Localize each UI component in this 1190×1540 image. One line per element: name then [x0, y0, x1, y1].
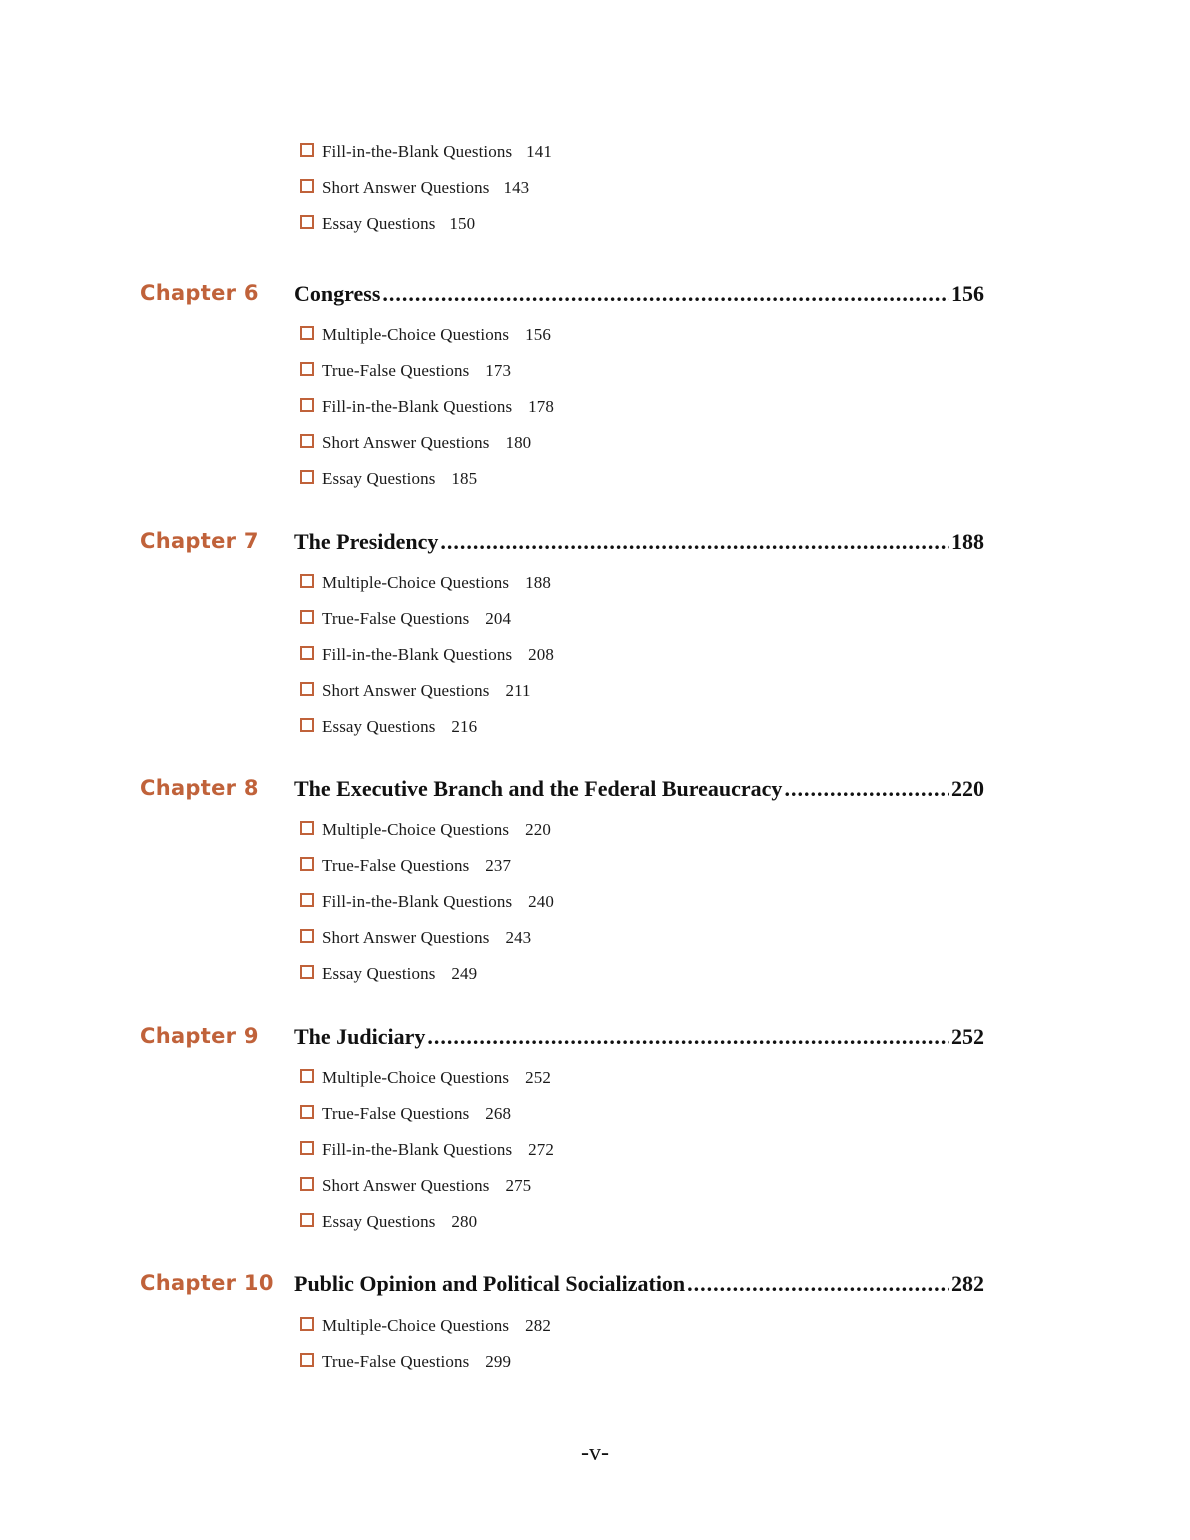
subitem-label: Short Answer Questions: [322, 178, 490, 197]
subitem-label: Multiple-Choice Questions: [322, 820, 510, 839]
toc-subitem[interactable]: [300, 1204, 860, 1240]
chapter-heading-6[interactable]: [0, 281, 1190, 311]
dot-leader: [427, 1024, 949, 1050]
toc-subitem[interactable]: [300, 956, 860, 992]
checkbox-bullet-icon: [300, 179, 314, 193]
subitem-page: 173: [485, 361, 512, 380]
toc-subitem[interactable]: [300, 709, 860, 745]
checkbox-bullet-icon: [300, 1141, 314, 1155]
checkbox-bullet-icon: [300, 143, 314, 157]
checkbox-bullet-icon: [300, 1317, 314, 1331]
subitem-label: Short Answer Questions: [322, 433, 490, 452]
checkbox-bullet-icon: [300, 574, 314, 588]
checkbox-bullet-icon: [300, 857, 314, 871]
chapter-heading-9[interactable]: [0, 1024, 1190, 1054]
checkbox-bullet-icon: [300, 718, 314, 732]
checkbox-bullet-icon: [300, 398, 314, 412]
subitem-page: 150: [449, 214, 476, 233]
chapter-10-items: [300, 1308, 860, 1380]
subitem-label: Short Answer Questions: [322, 1176, 490, 1195]
subitem-page: 204: [485, 609, 512, 628]
chapter-heading-8[interactable]: [0, 776, 1190, 806]
subitem-label: Multiple-Choice Questions: [322, 1316, 510, 1335]
subitem-page: 272: [528, 1140, 554, 1159]
chapter-title: The Executive Branch and the Federal Bureaucracy: [294, 776, 783, 801]
subitem-page: 143: [503, 178, 530, 197]
checkbox-bullet-icon: [300, 470, 314, 484]
chapter-label: Chapter 6: [140, 281, 259, 305]
checkbox-bullet-icon: [300, 326, 314, 340]
subitem-page: 188: [525, 573, 551, 592]
chapter-title-line: [294, 1024, 984, 1050]
subitem-label: True-False Questions: [322, 1104, 470, 1123]
chapter-title: Congress: [294, 281, 381, 306]
checkbox-bullet-icon: [300, 362, 314, 376]
toc-subitem[interactable]: [300, 637, 860, 673]
dot-leader: [784, 776, 949, 802]
toc-subitem[interactable]: [300, 884, 860, 920]
subitem-page: 208: [528, 645, 554, 664]
subitem-page: 141: [526, 142, 552, 161]
checkbox-bullet-icon: [300, 965, 314, 979]
checkbox-bullet-icon: [300, 893, 314, 907]
chapter-title: The Judiciary: [294, 1024, 426, 1049]
checkbox-bullet-icon: [300, 215, 314, 229]
checkbox-bullet-icon: [300, 646, 314, 660]
checkbox-bullet-icon: [300, 1213, 314, 1227]
chapter-title-line: [294, 1271, 984, 1297]
toc-subitem[interactable]: [300, 206, 860, 242]
subitem-label: Fill-in-the-Blank Questions: [322, 1140, 513, 1159]
page-number-footer: -v-: [581, 1440, 609, 1466]
chapter-page-number: 252: [951, 1024, 984, 1049]
toc-subitem[interactable]: [300, 353, 860, 389]
subitem-label: True-False Questions: [322, 361, 470, 380]
toc-subitem[interactable]: [300, 1096, 860, 1132]
subitem-label: True-False Questions: [322, 609, 470, 628]
subitem-page: 237: [485, 856, 512, 875]
subitem-label: Fill-in-the-Blank Questions: [322, 397, 513, 416]
toc-subitem[interactable]: [300, 812, 860, 848]
subitem-label: Essay Questions: [322, 717, 436, 736]
checkbox-bullet-icon: [300, 1069, 314, 1083]
subitem-page: 180: [505, 433, 532, 452]
subitem-label: Multiple-Choice Questions: [322, 1068, 510, 1087]
chapter-title-line: [294, 529, 984, 555]
subitem-label: Short Answer Questions: [322, 928, 490, 947]
checkbox-bullet-icon: [300, 929, 314, 943]
subitem-page: 275: [505, 1176, 532, 1195]
toc-subitem[interactable]: [300, 134, 860, 170]
subitem-page: 185: [451, 469, 478, 488]
dot-leader: [440, 529, 949, 555]
chapter-7-items: [300, 565, 860, 745]
subitem-page: 252: [525, 1068, 551, 1087]
chapter-page-number: 188: [951, 529, 984, 554]
checkbox-bullet-icon: [300, 682, 314, 696]
subitem-page: 178: [528, 397, 554, 416]
chapter-9-items: [300, 1060, 860, 1240]
chapter-heading-7[interactable]: [0, 529, 1190, 559]
toc-subitem[interactable]: [300, 389, 860, 425]
chapter-label: Chapter 7: [140, 529, 259, 553]
toc-subitem[interactable]: [300, 170, 860, 206]
subitem-page: 211: [505, 681, 531, 700]
checkbox-bullet-icon: [300, 610, 314, 624]
subitem-label: Essay Questions: [322, 964, 436, 983]
subitem-page: 282: [525, 1316, 551, 1335]
toc-subitem[interactable]: [300, 461, 860, 497]
subitem-page: 156: [525, 325, 551, 344]
chapter-title-line: [294, 281, 984, 307]
checkbox-bullet-icon: [300, 434, 314, 448]
dot-leader: [687, 1271, 949, 1297]
toc-subitem[interactable]: [300, 1060, 860, 1096]
chapter-heading-10[interactable]: [0, 1271, 1190, 1301]
toc-subitem[interactable]: [300, 565, 860, 601]
subitem-label: Essay Questions: [322, 214, 436, 233]
subitem-label: Essay Questions: [322, 469, 436, 488]
toc-subitem[interactable]: [300, 673, 860, 709]
toc-subitem[interactable]: [300, 601, 860, 637]
chapter-title: Public Opinion and Political Socialization: [294, 1271, 686, 1296]
toc-subitem[interactable]: [300, 848, 860, 884]
chapter-page-number: 156: [951, 281, 984, 306]
toc-subitem[interactable]: [300, 1168, 860, 1204]
toc-subitem[interactable]: [300, 1344, 860, 1380]
subitem-label: Short Answer Questions: [322, 681, 490, 700]
subitem-page: 220: [525, 820, 551, 839]
checkbox-bullet-icon: [300, 821, 314, 835]
dot-leader: [382, 281, 949, 307]
chapter-label: Chapter 10: [140, 1271, 274, 1295]
subitem-page: 240: [528, 892, 554, 911]
chapter-page-number: 220: [951, 776, 984, 801]
subitem-label: Fill-in-the-Blank Questions: [322, 142, 513, 161]
subitem-page: 268: [485, 1104, 512, 1123]
chapter-8-items: [300, 812, 860, 992]
toc-subitem[interactable]: [300, 317, 860, 353]
toc-subitem[interactable]: [300, 920, 860, 956]
subitem-label: Fill-in-the-Blank Questions: [322, 892, 513, 911]
toc-subitem[interactable]: [300, 425, 860, 461]
subitem-page: 243: [505, 928, 532, 947]
checkbox-bullet-icon: [300, 1105, 314, 1119]
chapter-page-number: 282: [951, 1271, 984, 1296]
subitem-label: True-False Questions: [322, 856, 470, 875]
subitem-label: Multiple-Choice Questions: [322, 325, 510, 344]
chapter-title-line: [294, 776, 984, 802]
toc-subitem[interactable]: [300, 1132, 860, 1168]
chapter-title: The Presidency: [294, 529, 439, 554]
toc-subitem[interactable]: [300, 1308, 860, 1344]
subitem-page: 216: [451, 717, 478, 736]
subitem-label: Essay Questions: [322, 1212, 436, 1231]
subitem-page: 280: [451, 1212, 478, 1231]
subitem-page: 299: [485, 1352, 512, 1371]
checkbox-bullet-icon: [300, 1177, 314, 1191]
subitem-label: Fill-in-the-Blank Questions: [322, 645, 513, 664]
chapter-6-items: [300, 317, 860, 497]
subitem-label: True-False Questions: [322, 1352, 470, 1371]
continued-section-items: [300, 134, 860, 242]
chapter-label: Chapter 8: [140, 776, 259, 800]
checkbox-bullet-icon: [300, 1353, 314, 1367]
subitem-page: 249: [451, 964, 478, 983]
chapter-label: Chapter 9: [140, 1024, 259, 1048]
subitem-label: Multiple-Choice Questions: [322, 573, 510, 592]
